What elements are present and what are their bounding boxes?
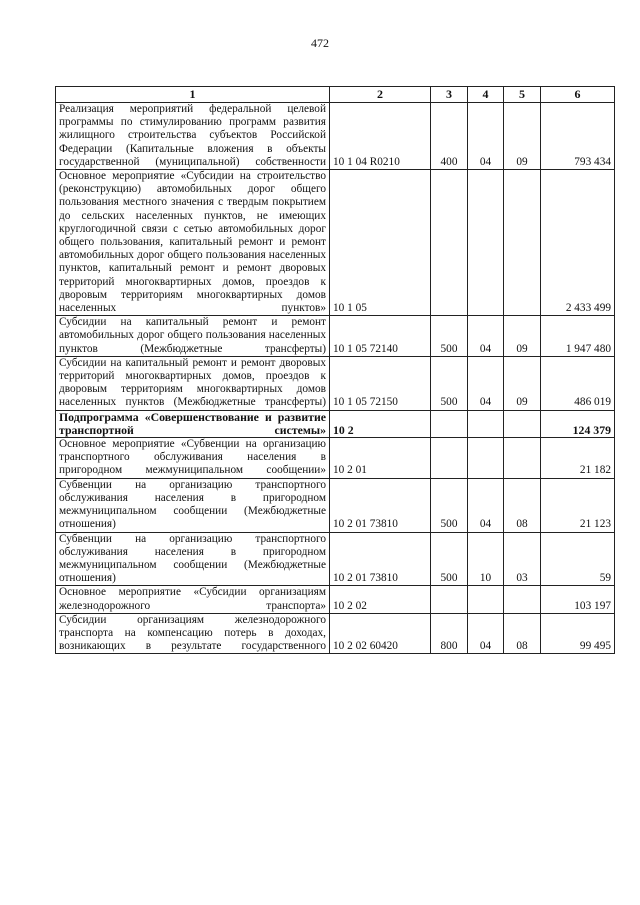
row-name: Субсидии на капитальный ремонт и ремонт автомобильных дорог общего пользования населенных пунктов (Межбюджетные трансферты) (56, 316, 330, 357)
row-code: 10 2 02 60420 (330, 613, 431, 654)
row-code: 10 1 05 72140 (330, 316, 431, 357)
row-rz: 04 (468, 613, 504, 654)
row-sum: 103 197 (541, 586, 615, 613)
row-sum: 99 495 (541, 613, 615, 654)
row-name: Субвенции на организацию транспортного обслуживания населения в пригородном межмуниципальном сообщении (Межбюджетные отношения) (56, 532, 330, 586)
row-pr: 03 (504, 532, 541, 586)
row-name: Реализация мероприятий федеральной целевой программы по стимулированию программ развития жилищного строительства субъектов Российской Федерации (Капитальные вложения в объекты государственной (муниципальной) собственности (56, 103, 330, 170)
row-vr (431, 170, 468, 316)
column-header-vr: 3 (431, 87, 468, 103)
row-rz (468, 438, 504, 479)
row-pr (504, 438, 541, 479)
row-rz (468, 586, 504, 613)
table-row (56, 586, 615, 613)
row-name: Основное мероприятие «Субвенции на организацию транспортного обслуживания населения в пригородном межмуниципальном сообщении» (56, 438, 330, 479)
row-rz: 04 (468, 103, 504, 170)
row-rz (468, 170, 504, 316)
row-pr: 09 (504, 316, 541, 357)
row-code: 10 2 01 73810 (330, 478, 431, 532)
row-name: Субсидии на капитальный ремонт и ремонт дворовых территорий многоквартирных домов, проездов к дворовым территориям многоквартирных домов населенных пунктов (Межбюджетные трансферты) (56, 356, 330, 410)
table-row (56, 478, 615, 532)
row-sum: 21 123 (541, 478, 615, 532)
row-vr (431, 586, 468, 613)
row-vr: 500 (431, 532, 468, 586)
row-code: 10 2 02 (330, 586, 431, 613)
column-header-code: 2 (330, 87, 431, 103)
row-pr: 08 (504, 613, 541, 654)
budget-table (55, 86, 615, 654)
row-rz (468, 410, 504, 437)
table-row (56, 438, 615, 479)
column-header-rz: 4 (468, 87, 504, 103)
row-name: Субсидии организациям железнодорожного транспорта на компенсацию потерь в доходах, возникающих в результате государственного (56, 613, 330, 654)
table-row-subprogram (56, 410, 615, 437)
row-sum: 793 434 (541, 103, 615, 170)
row-sum: 21 182 (541, 438, 615, 479)
row-name: Подпрограмма «Совершенствование и развитие транспортной системы» (56, 410, 330, 437)
table-row (56, 356, 615, 410)
row-code: 10 2 01 (330, 438, 431, 479)
row-vr (431, 410, 468, 437)
row-sum: 1 947 480 (541, 316, 615, 357)
row-code: 10 1 05 (330, 170, 431, 316)
row-vr: 500 (431, 356, 468, 410)
table-row (56, 613, 615, 654)
row-code: 10 2 01 73810 (330, 532, 431, 586)
table-header-row (56, 87, 615, 103)
row-code: 10 1 04 R0210 (330, 103, 431, 170)
row-rz: 04 (468, 356, 504, 410)
column-header-sum: 6 (541, 87, 615, 103)
table-row (56, 103, 615, 170)
row-vr: 500 (431, 316, 468, 357)
table-row (56, 316, 615, 357)
row-pr: 09 (504, 356, 541, 410)
row-sum: 2 433 499 (541, 170, 615, 316)
column-header-name: 1 (56, 87, 330, 103)
row-name: Основное мероприятие «Субсидии на строительство (реконструкцию) автомобильных дорог общего пользования местного значения с твердым покрытием до сельских населенных пунктов, не имеющих круглогодичной связи с сетью автомобильных дорог общего пользования, капитальный ремонт и ремонт автомобильных дорог общего пользования населенных пунктов, капитальный ремонт и ремонт дворовых территорий многоквартирных домов, проездов к дворовым территориям многоквартирных домов населенных пунктов» (56, 170, 330, 316)
row-name: Субвенции на организацию транспортного обслуживания населения в пригородном межмуниципальном сообщении (Межбюджетные отношения) (56, 478, 330, 532)
row-pr (504, 586, 541, 613)
row-pr: 09 (504, 103, 541, 170)
row-name: Основное мероприятие «Субсидии организациям железнодорожного транспорта» (56, 586, 330, 613)
row-rz: 04 (468, 316, 504, 357)
row-vr: 400 (431, 103, 468, 170)
row-sum: 59 (541, 532, 615, 586)
table-row (56, 532, 615, 586)
row-pr: 08 (504, 478, 541, 532)
row-vr: 500 (431, 478, 468, 532)
column-header-pr: 5 (504, 87, 541, 103)
table-row (56, 170, 615, 316)
row-code: 10 1 05 72150 (330, 356, 431, 410)
row-vr: 800 (431, 613, 468, 654)
row-pr (504, 410, 541, 437)
page-number: 472 (311, 36, 329, 50)
row-sum: 486 019 (541, 356, 615, 410)
row-pr (504, 170, 541, 316)
row-vr (431, 438, 468, 479)
row-code: 10 2 (330, 410, 431, 437)
row-rz: 10 (468, 532, 504, 586)
row-sum: 124 379 (541, 410, 615, 437)
row-rz: 04 (468, 478, 504, 532)
